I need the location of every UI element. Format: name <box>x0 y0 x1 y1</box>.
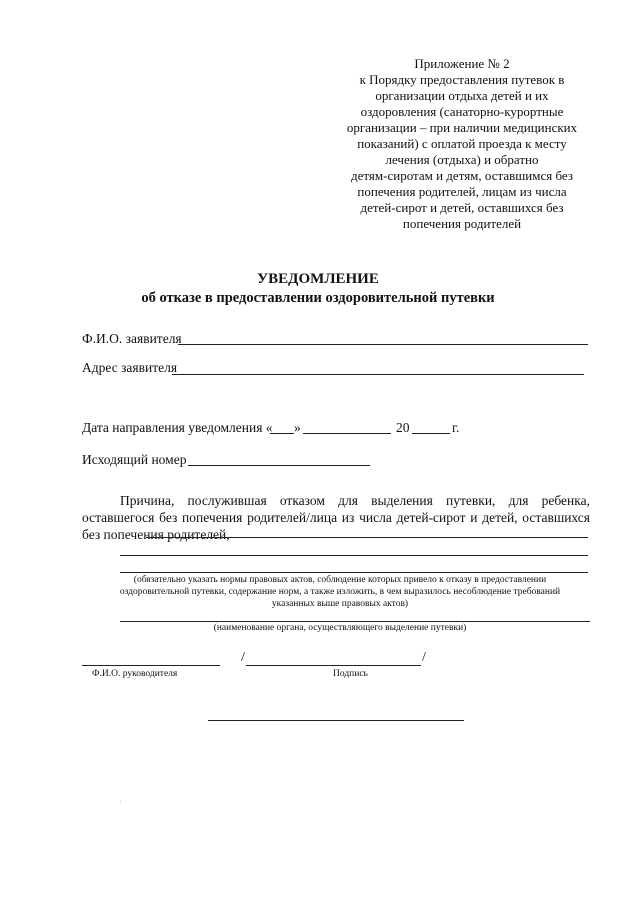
appendix-block <box>332 56 592 232</box>
notification-year-field[interactable] <box>412 433 450 434</box>
reason-paragraph: Причина, послужившая отказом для выделения путевки, для ребенка, оставшегося без попечения родителей/лица из числа детей-сирот и детей, оставшихся без попечения родителей, <box>82 493 590 542</box>
appendix-line: детей-сирот и детей, оставшихся без <box>360 200 564 215</box>
bottom-line <box>208 720 464 721</box>
reason-field-line-3[interactable] <box>120 572 588 573</box>
outgoing-number-field[interactable] <box>188 465 370 466</box>
appendix-line: оздоровления (санаторно-курортные <box>360 104 564 119</box>
signature-slash-right: / <box>422 650 426 665</box>
appendix-line: лечения (отдыха) и обратно <box>385 152 539 167</box>
reason-field-line-2[interactable] <box>120 555 588 556</box>
appendix-line: к Порядку предоставления путевок в <box>359 72 565 87</box>
appendix-line: показаний) с оплатой проезда к месту <box>357 136 567 151</box>
document-title: УВЕДОМЛЕНИЕ <box>257 271 379 287</box>
date-quote-close: » <box>294 420 301 435</box>
appendix-line: организации – при наличии медицинских <box>346 120 578 135</box>
applicant-name-label: Ф.И.О. заявителя <box>82 331 182 346</box>
applicant-address-field[interactable] <box>172 374 584 375</box>
head-name-label: Ф.И.О. руководителя <box>92 669 178 679</box>
authority-note: (наименование органа, осуществляющего выделение путевки) <box>213 623 467 633</box>
legal-note: (обязательно указать нормы правовых актов, соблюдение которых привело к отказу в предоставлении оздоровительной путевки, содержание норм, а также изложить, в чем выразилось несоблюдение требований указанных выше правовых актов) <box>119 575 561 609</box>
notification-date-label: Дата направления уведомления « <box>82 420 273 435</box>
notification-day-field[interactable] <box>270 433 294 434</box>
scan-speck <box>120 801 121 802</box>
date-year-suffix: г. <box>452 420 460 435</box>
reason-field-line-1[interactable] <box>146 537 588 538</box>
appendix-line: попечения родителей <box>402 216 522 231</box>
appendix-line: попечения родителей, лицам из числа <box>357 184 567 199</box>
appendix-line: Приложение № 2 <box>414 56 510 71</box>
outgoing-number-label: Исходящий номер <box>82 452 187 467</box>
head-name-field[interactable] <box>82 665 220 666</box>
applicant-name-field[interactable] <box>178 344 588 345</box>
applicant-address-label: Адрес заявителя <box>82 360 178 375</box>
signature-field[interactable] <box>246 665 421 666</box>
appendix-line: организации отдыха детей и их <box>375 88 549 103</box>
signature-slash-left: / <box>241 650 245 665</box>
document-subtitle: об отказе в предоставлении оздоровительной путевки <box>141 290 495 306</box>
date-year-prefix: 20 <box>396 420 410 435</box>
notification-month-field[interactable] <box>303 433 391 434</box>
signature-label: Подпись <box>333 669 368 679</box>
appendix-line: детям-сиротам и детям, оставшимся без <box>351 168 573 183</box>
